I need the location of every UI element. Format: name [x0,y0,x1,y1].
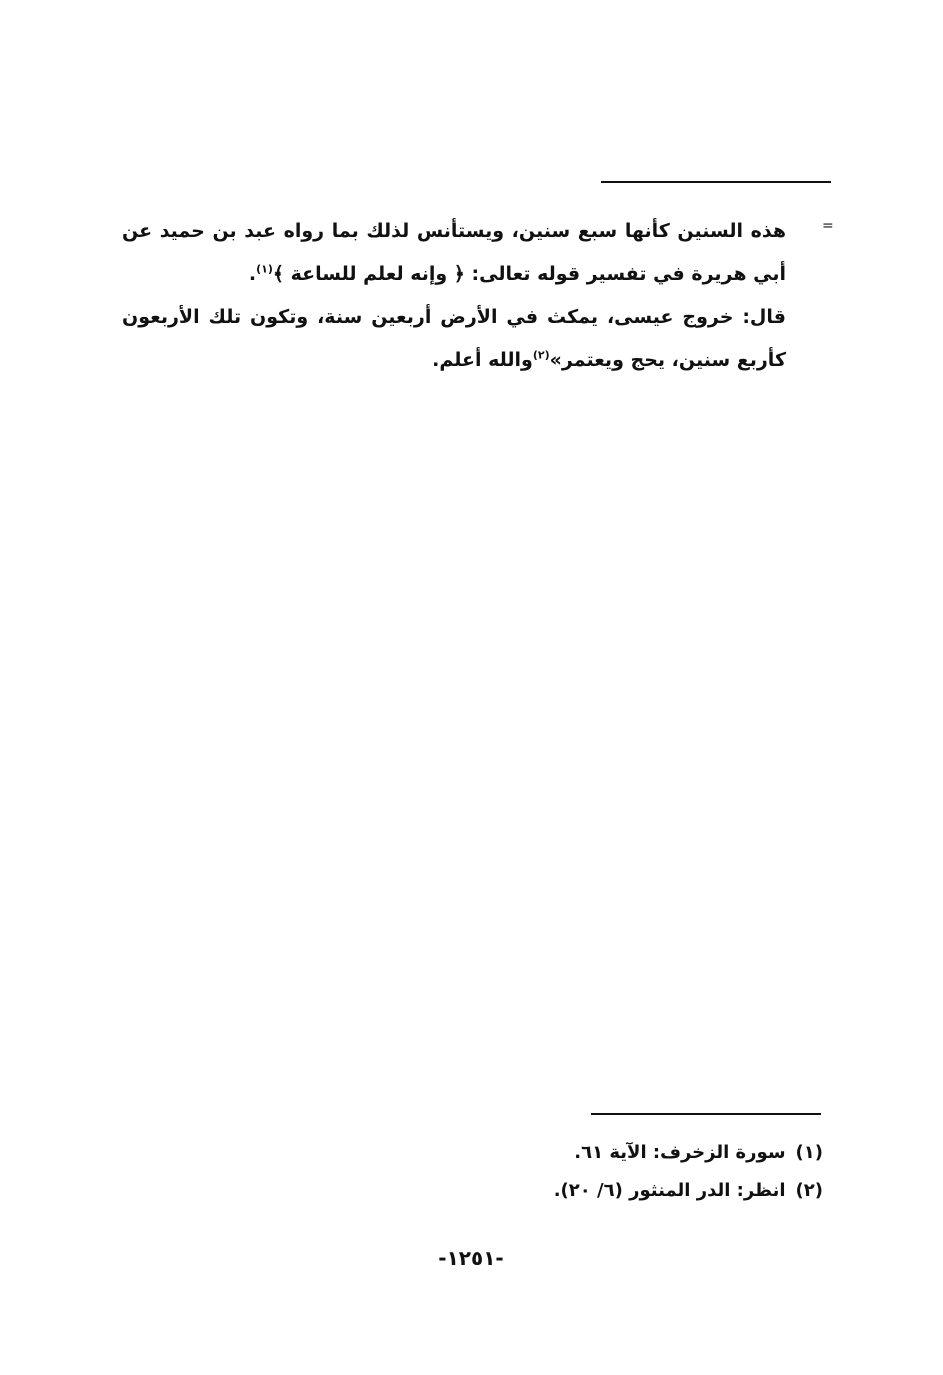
continuation-mark: = [822,218,834,234]
paragraph-2-text: قال: خروج عيسى، يمكث في الأرض أربعين سنة، وتكون تلك الأربعون كأربع سنين، يحج ويعتمر» [122,306,786,371]
main-body-text [122,210,786,382]
quran-verse: ﴿ وإنه لعلم للساعة ﴾ [272,263,465,285]
paragraph-1 [122,210,786,296]
paragraph-2-end: والله أعلم. [432,349,533,371]
footnote-2-number: (٢) [795,1180,823,1201]
footnote-2-text: انظر: الدر المنثور (٦/ ٢٠). [553,1180,786,1201]
top-divider-line [601,181,831,183]
footnotes [300,1134,823,1210]
footnote-1-number: (١) [795,1142,823,1163]
paragraph-1-end: . [248,263,257,285]
footnote-1-text: سورة الزخرف: الآية ٦١. [574,1142,786,1163]
footnote-2 [300,1172,823,1210]
page-number: -١٢٥١- [438,1246,504,1270]
footnote-1 [300,1134,823,1172]
footnote-divider-line [591,1113,821,1115]
footnote-ref-2: (٢) [532,348,550,362]
paragraph-2 [122,296,786,382]
paragraph-1-text: هذه السنين كأنها سبع سنين، ويستأنس لذلك بما رواه عبد بن حميد عن أبي هريرة في تفسير قوله تعالى: [122,220,786,285]
footnote-ref-1: (١) [256,262,273,276]
